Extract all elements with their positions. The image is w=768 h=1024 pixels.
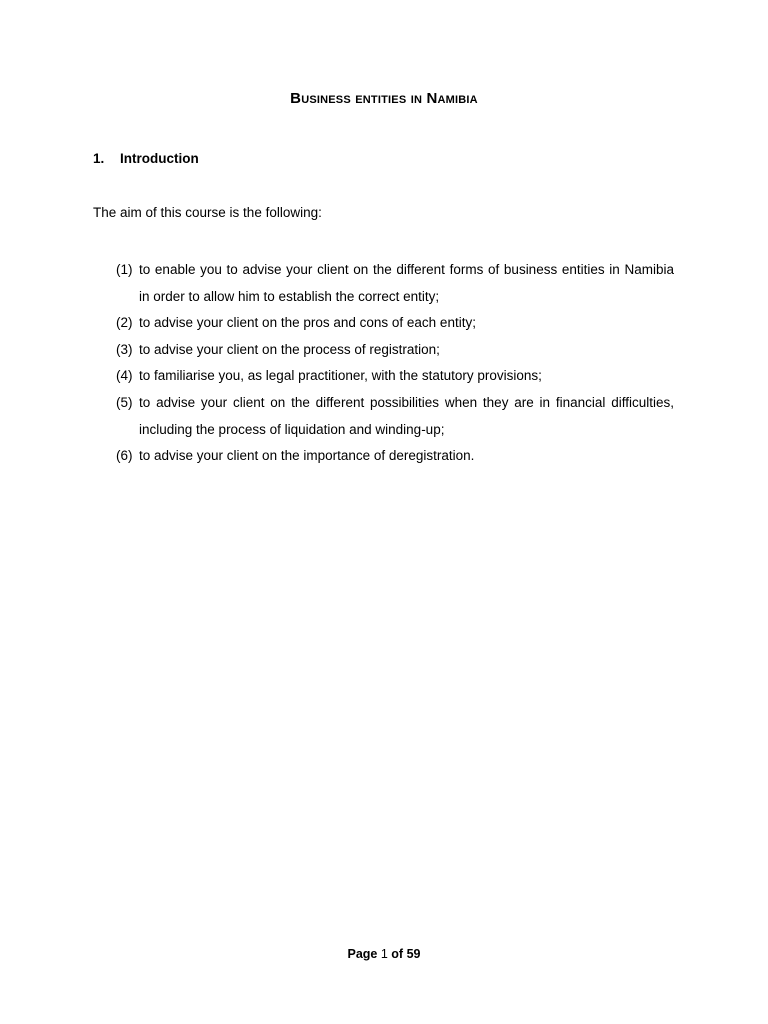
list-item-text: to advise your client on the different possibilities when they are in financial difficulties, including the process of liquidation and winding-up; [139,394,674,437]
aims-list [116,257,674,470]
list-item [116,337,674,364]
list-item [116,257,674,310]
footer-of-word: of [391,947,404,961]
section-heading [93,151,199,166]
list-item [116,390,674,443]
list-item-marker: (6) [116,448,133,464]
page-footer [0,947,768,961]
section-heading-text: Introduction [120,151,199,166]
list-item [116,443,674,470]
document-title: Business entities in Namibia [290,90,478,107]
list-item-marker: (3) [116,341,133,357]
list-item-marker: (1) [116,262,133,277]
list-item-text: to familiarise you, as legal practitioner, with the statutory provisions; [139,368,542,384]
intro-paragraph: The aim of this course is the following: [93,205,322,220]
list-item-marker: (2) [116,315,133,331]
list-item-text: to advise your client on the importance of deregistration. [139,448,475,464]
list-item-text: to enable you to advise your client on the different forms of business entities in Namibia in order to allow him to establish the correct entity; [139,262,674,304]
list-item-text: to advise your client on the process of registration; [139,341,440,357]
list-item [116,363,674,390]
section-number: 1. [93,151,105,166]
list-item-text: to advise your client on the pros and cons of each entity; [139,315,476,331]
footer-total-pages: 59 [406,947,421,961]
footer-page-word: Page [347,947,378,961]
list-item-marker: (4) [116,368,133,384]
footer-current-page: 1 [380,947,388,961]
list-item [116,310,674,337]
list-item-marker: (5) [116,394,133,410]
